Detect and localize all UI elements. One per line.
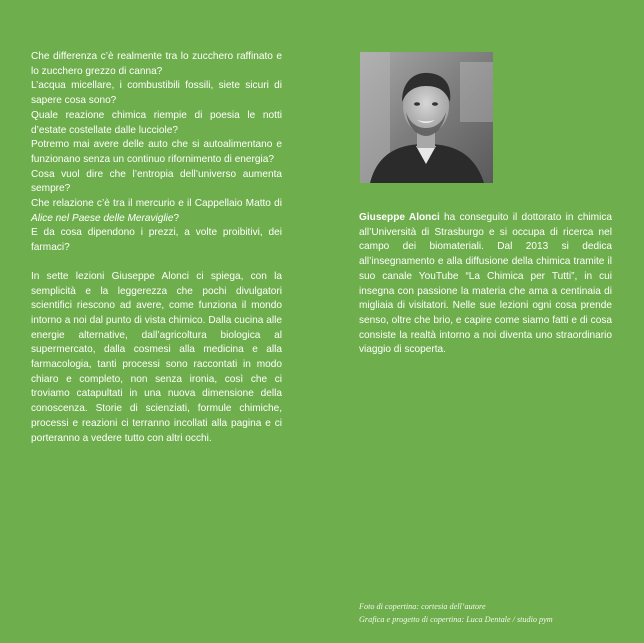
question-6-end: ? [173, 212, 180, 224]
question-6-text: Che relazione c’è tra il mercurio e il Cappellaio Matto di [31, 198, 282, 210]
book-title: Alice nel Paese delle Meraviglie [31, 212, 174, 224]
paragraph-gap [31, 256, 282, 270]
description-paragraph: In sette lezioni Giuseppe Alonci ci spiega, con la semplicità e la leggerezza che pochi divulgatori scientifici riescono ad avere, come funziona il mondo intorno a noi dal punto di vista chimico. Dalla cucina alle energie alternative, dall’agricoltura biologica al supermercato, dalla cosmesi alla medicina e alla farmacologia, tanti processi sono raccontati in modo chiaro e completo, non senza ironia, così che ci troviamo catapultati in una nuova dimensione della conoscenza. Storie di scienziati, formule chimiche, processi e reazioni ci terranno incollati alla pagina e ci porteranno a vedere tutto con altri occhi. [31, 270, 282, 444]
left-column [31, 50, 282, 446]
author-bio [359, 211, 612, 358]
question-4: Potremo mai avere delle auto che si autoalimentano e funzionano senza un continuo rifornimento di energia? [31, 139, 282, 165]
question-1: Che differenza c’è realmente tra lo zucchero raffinato e lo zucchero grezzo di canna? [31, 51, 282, 77]
question-7: E da cosa dipendono i prezzi, a volte proibitivi, dei farmaci? [31, 227, 282, 254]
credits [359, 600, 629, 626]
author-name: Giuseppe Alonci [359, 212, 440, 223]
question-3: Quale reazione chimica riempie di poesia le notti d’estate costellate dalle lucciole? [31, 109, 282, 136]
author-portrait-image [360, 52, 493, 183]
author-photo [360, 52, 493, 183]
question-5: Cosa vuol dire che l’entropia dell’universo aumenta sempre? [31, 168, 282, 195]
photo-credit: Foto di copertina: cortesia dell’autore [359, 602, 486, 611]
author-bio-text: ha conseguito il dottorato in chimica all’Università di Strasburgo e si occupa di ricerca nel campo dei biomateriali. Dal 2013 si dedica all’insegnamento e alla diffusione della chimica tramite il suo canale YouTube “La Chimica per Tutti”, in cui insegna con passione la materia che ama a centinaia di migliaia di visitatori. Nelle sue lezioni ogni cosa prende senso, oltre che brio, e capire come siamo fatti e di cosa consiste la realtà intorno a noi diventa uno straordinario viaggio di scoperta. [359, 212, 612, 356]
question-6 [31, 197, 282, 226]
question-2: L’acqua micellare, i combustibili fossili, siete sicuri di sapere cosa sono? [31, 80, 282, 107]
design-credit: Grafica e progetto di copertina: Luca Dentale / studio pym [359, 615, 553, 624]
right-column [359, 211, 612, 358]
